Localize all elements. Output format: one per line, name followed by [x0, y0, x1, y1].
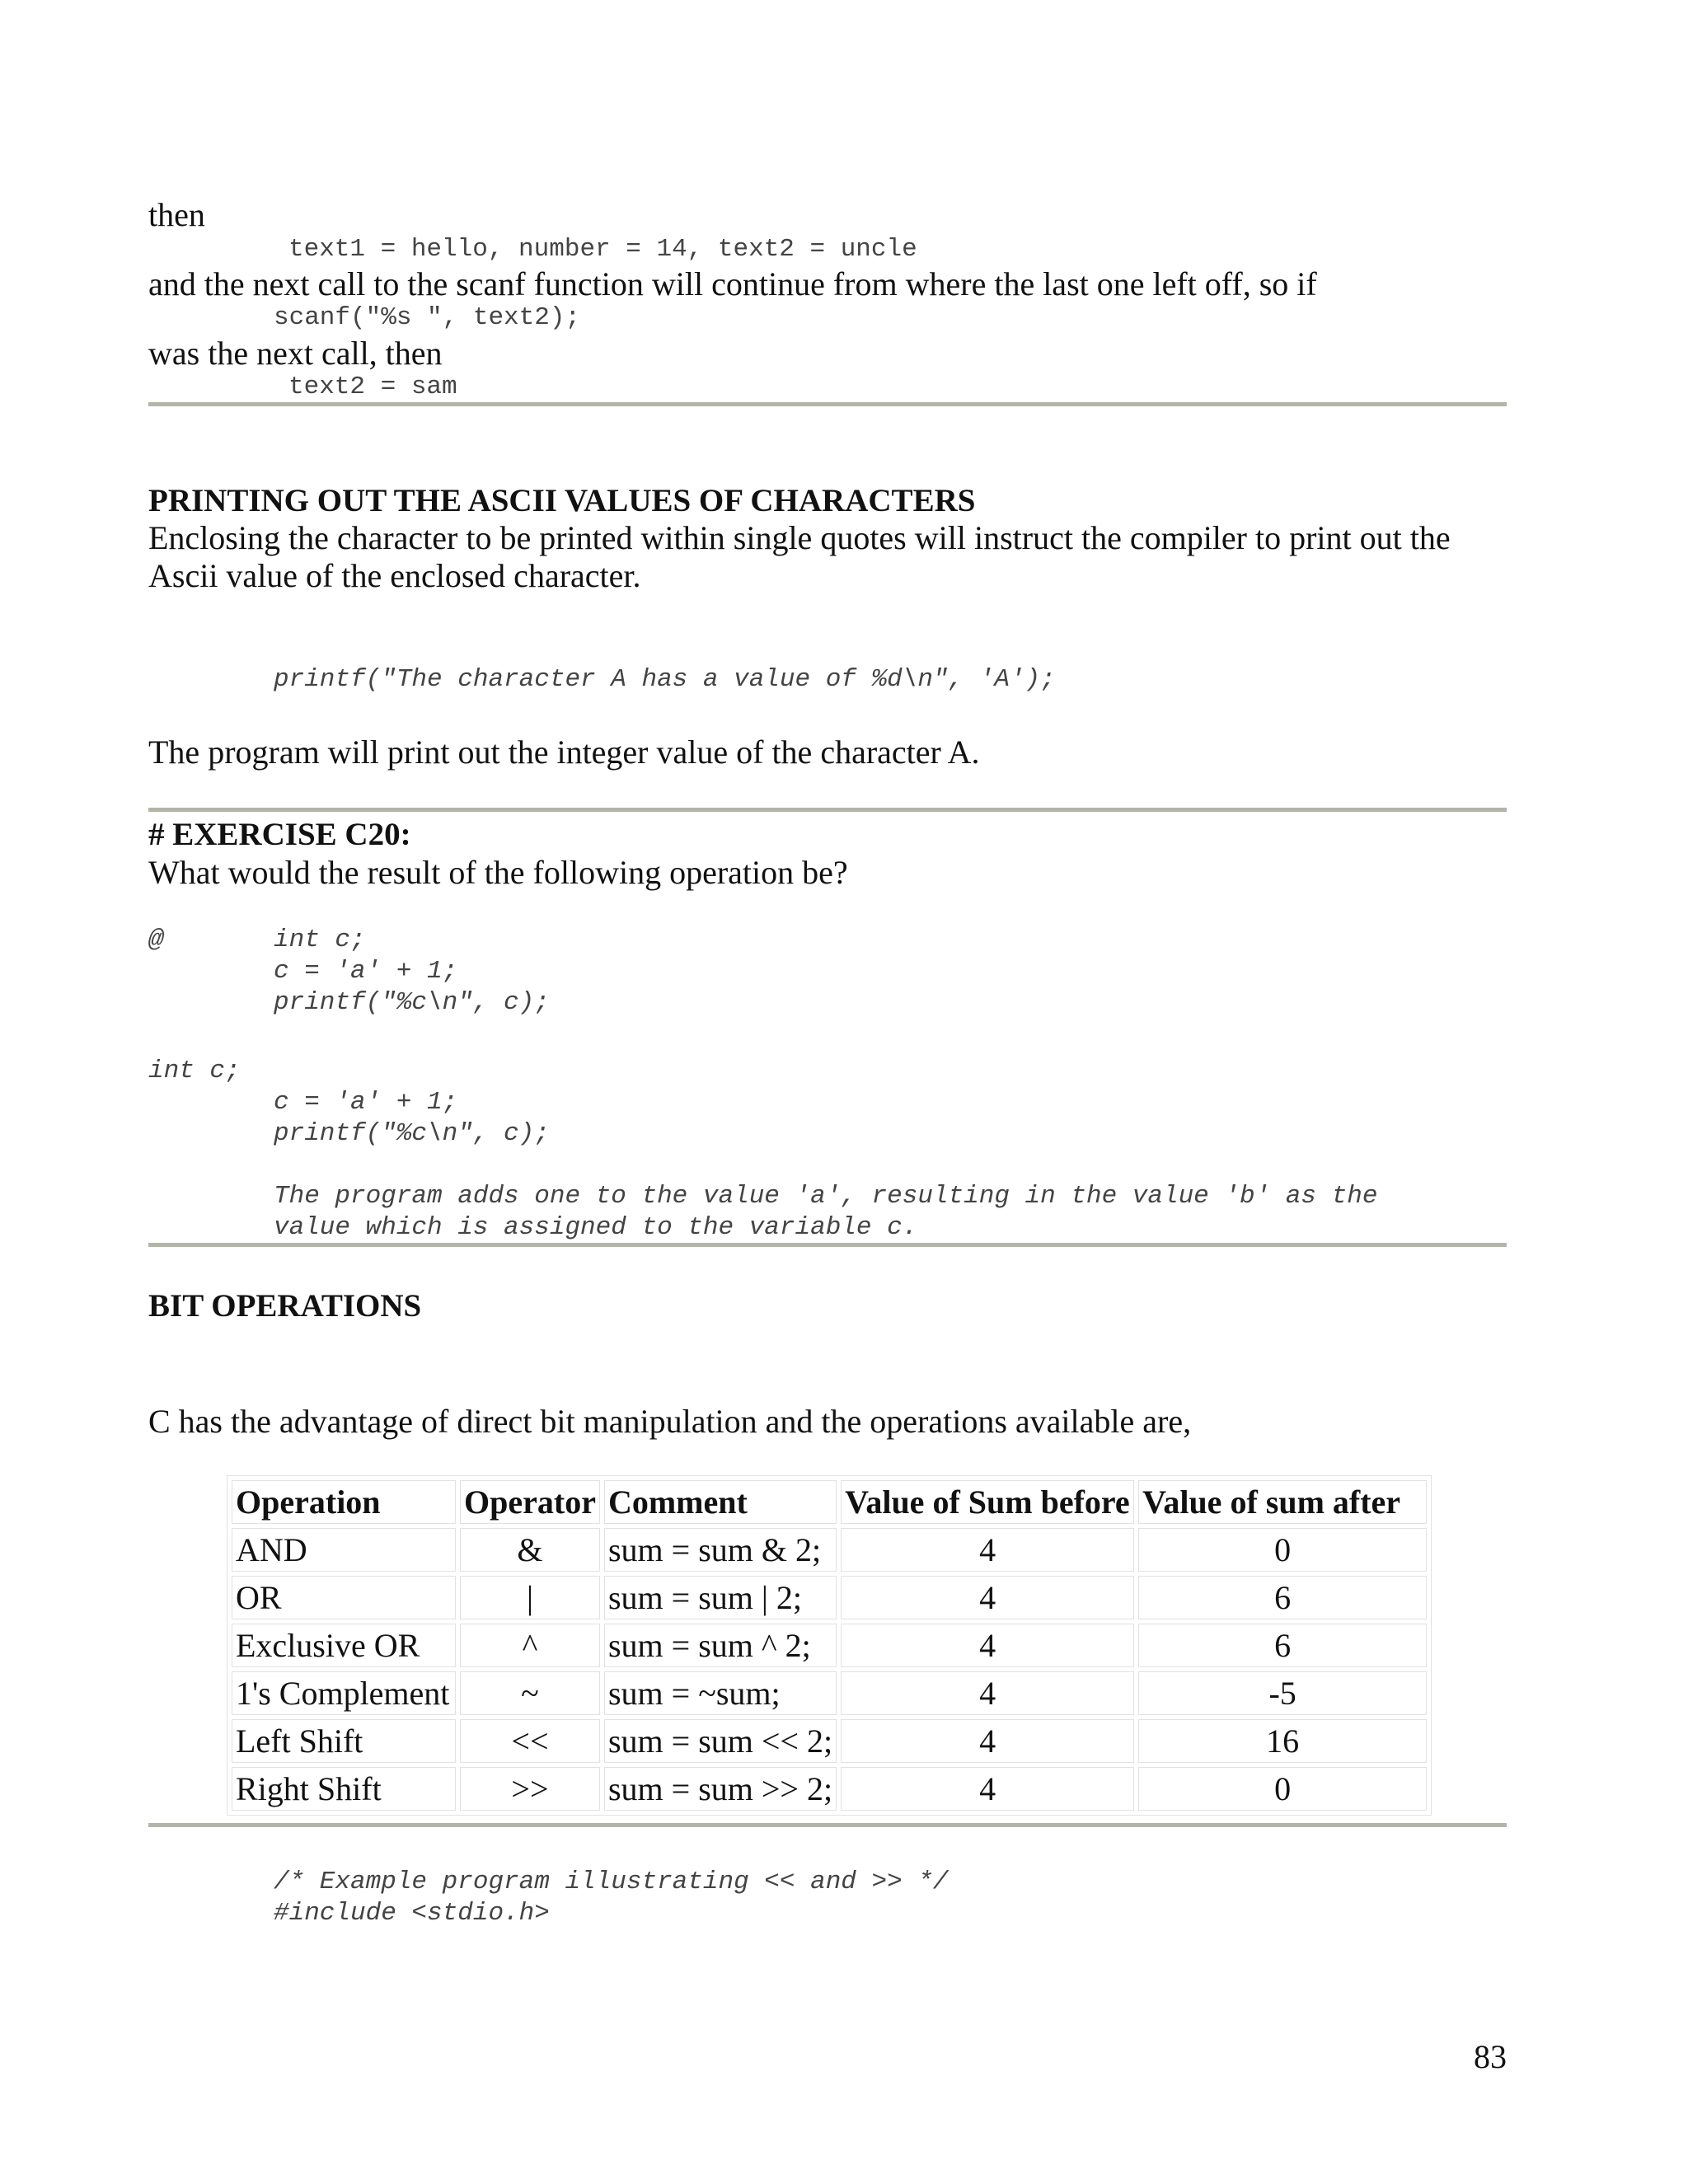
table-cell: 1's Complement — [232, 1671, 456, 1715]
table-row — [232, 1624, 1427, 1667]
table-cell: Left Shift — [232, 1719, 456, 1763]
section-divider — [148, 1243, 1507, 1247]
ascii-paragraph-line2: Ascii value of the enclosed character. — [148, 557, 641, 594]
table-cell: OR — [232, 1576, 456, 1619]
column-header: Value of sum after — [1138, 1480, 1427, 1524]
page-number: 83 — [1474, 2038, 1507, 2075]
table-row — [232, 1719, 1427, 1763]
continue-paragraph: and the next call to the scanf function will continue from where the last one left off, so if — [148, 265, 1317, 302]
code-comment-line: /* Example program illustrating << and >> */ — [274, 1868, 949, 1896]
bitops-heading: BIT OPERATIONS — [148, 1288, 422, 1324]
ascii-result-paragraph: The program will print out the integer value of the character A. — [148, 733, 980, 771]
bit-operations-table — [227, 1475, 1432, 1816]
table-cell: 4 — [841, 1576, 1134, 1619]
table-cell: & — [460, 1528, 600, 1572]
table-cell: 6 — [1138, 1576, 1427, 1619]
section-divider — [148, 1823, 1507, 1827]
table-row — [232, 1528, 1427, 1572]
exercise-marker: @ — [148, 926, 164, 954]
table-cell: 4 — [841, 1719, 1134, 1763]
table-cell: 4 — [841, 1528, 1134, 1572]
answer-code-block: c = 'a' + 1; printf("%c\n", c); — [274, 1088, 550, 1148]
table-cell: 16 — [1138, 1719, 1427, 1763]
table-cell: | — [460, 1576, 600, 1619]
table-row — [232, 1576, 1427, 1619]
table-row — [232, 1767, 1427, 1811]
table-cell: sum = sum << 2; — [604, 1719, 837, 1763]
table-cell: Exclusive OR — [232, 1624, 456, 1667]
section-divider — [148, 808, 1507, 812]
ascii-heading: PRINTING OUT THE ASCII VALUES OF CHARACTERS — [148, 483, 976, 518]
table-cell: Right Shift — [232, 1767, 456, 1811]
table-cell: sum = sum >> 2; — [604, 1767, 837, 1811]
table-cell: 6 — [1138, 1624, 1427, 1667]
table-cell: 0 — [1138, 1528, 1427, 1572]
code-scanf-line: scanf("%s ", text2); — [274, 303, 581, 332]
table-cell: 4 — [841, 1767, 1134, 1811]
exercise-code-block: int c; c = 'a' + 1; printf("%c\n", c); — [274, 926, 550, 1017]
column-header: Value of Sum before — [841, 1480, 1134, 1524]
table-cell: sum = sum | 2; — [604, 1576, 837, 1619]
then-label: then — [148, 196, 205, 233]
table-cell: 0 — [1138, 1767, 1427, 1811]
ascii-paragraph-line1: Enclosing the character to be printed within single quotes will instruct the compiler to print out the — [148, 519, 1451, 556]
column-header: Comment — [604, 1480, 837, 1524]
table-cell: 4 — [841, 1624, 1134, 1667]
next-call-paragraph: was the next call, then — [148, 335, 443, 372]
code-include-line: #include <stdio.h> — [274, 1899, 550, 1928]
table-cell: AND — [232, 1528, 456, 1572]
bitops-intro: C has the advantage of direct bit manipulation and the operations available are, — [148, 1403, 1192, 1440]
table-cell: sum = sum & 2; — [604, 1528, 837, 1572]
table-row — [232, 1671, 1427, 1715]
exercise-heading: # EXERCISE C20: — [148, 817, 411, 852]
column-header: Operation — [232, 1480, 456, 1524]
table-cell: -5 — [1138, 1671, 1427, 1715]
table-cell: >> — [460, 1767, 600, 1811]
table-cell: << — [460, 1719, 600, 1763]
answer-int-line: int c; — [148, 1057, 241, 1085]
table-cell: sum = ~sum; — [604, 1671, 837, 1715]
table-cell: 4 — [841, 1671, 1134, 1715]
section-divider — [148, 402, 1507, 406]
code-text2-line: text2 = sam — [288, 373, 457, 401]
column-header: Operator — [460, 1480, 600, 1524]
code-printf-ascii: printf("The character A has a value of %d\n", 'A'); — [274, 665, 1056, 694]
answer-explanation: The program adds one to the value 'a', resulting in the value 'b' as the value which is assigned to the variable c. — [274, 1182, 1378, 1242]
exercise-question: What would the result of the following operation be? — [148, 854, 848, 891]
table-cell: sum = sum ^ 2; — [604, 1624, 837, 1667]
table-cell: ^ — [460, 1624, 600, 1667]
table-cell: ~ — [460, 1671, 600, 1715]
code-values-line: text1 = hello, number = 14, text2 = uncle — [288, 235, 917, 264]
table-header-row — [232, 1480, 1427, 1524]
